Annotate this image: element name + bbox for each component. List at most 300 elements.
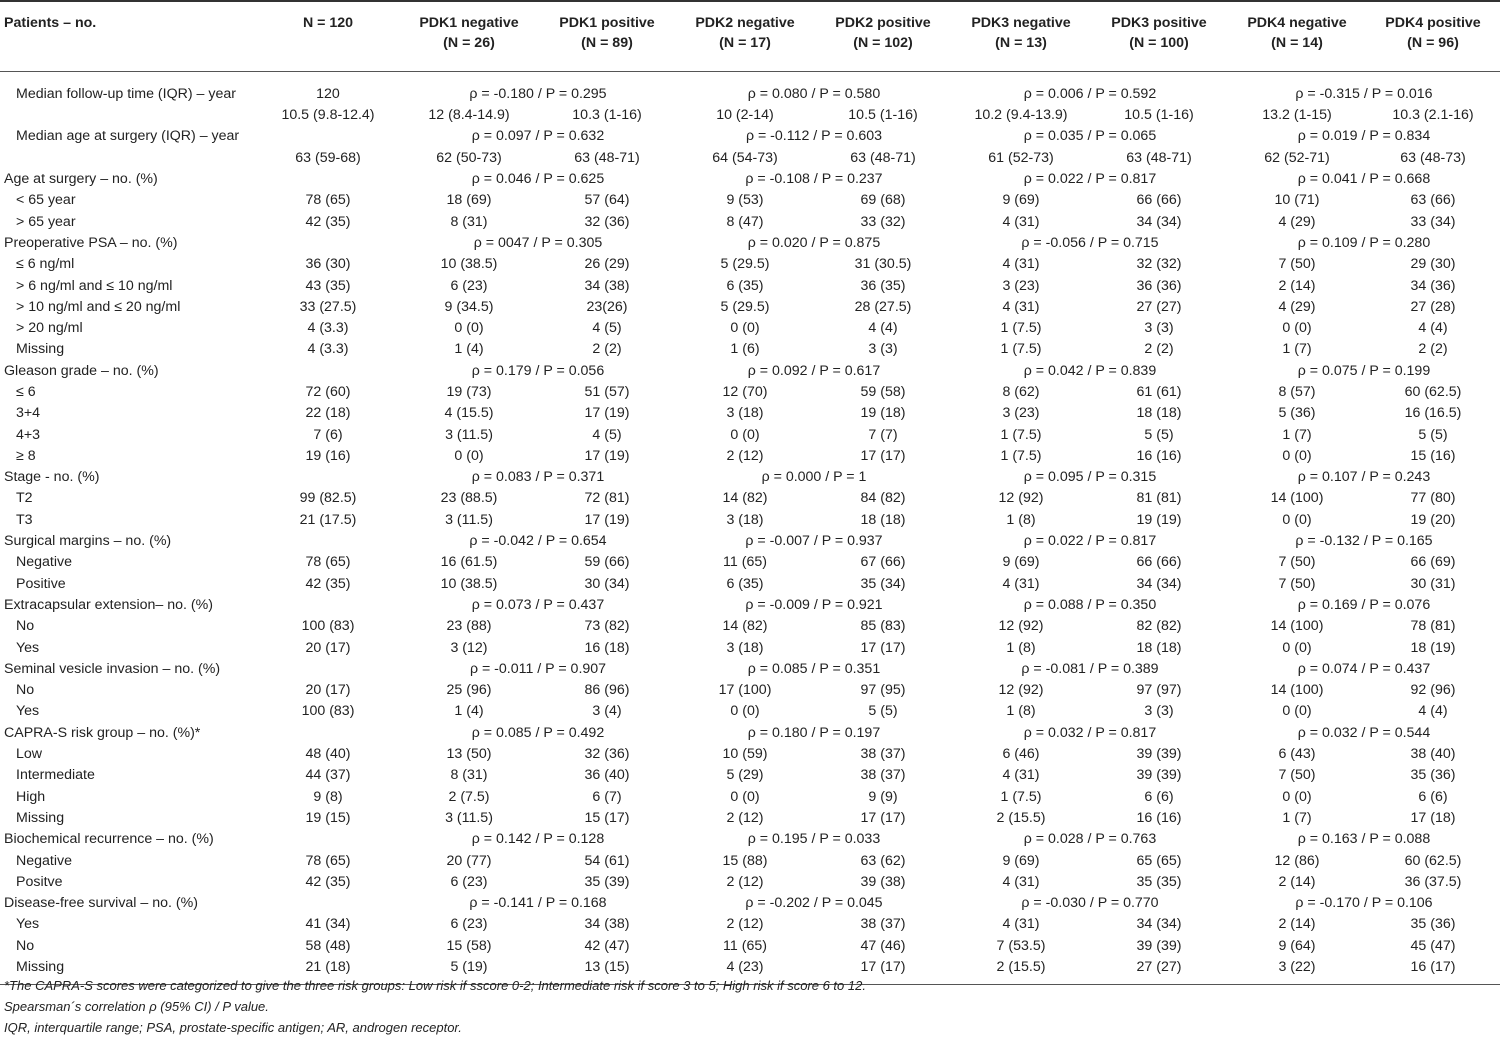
correlation-cell-pdk3: ρ = -0.081 / P = 0.389 — [1021, 660, 1159, 677]
category-label: Disease-free survival – no. (%) — [4, 895, 198, 912]
table-row — [0, 148, 1500, 169]
row-label: Missing — [0, 957, 256, 985]
value-cell: 62 (50-73) — [436, 149, 502, 166]
row-label: ≤ 6 — [16, 384, 36, 400]
value-cell: 10.3 (2.1-16) — [1392, 107, 1474, 124]
value-cell: 3 (11.5) — [445, 809, 493, 826]
correlation-cell-pdk1: ρ = 0.046 / P = 0.625 — [471, 171, 605, 188]
value-cell: 1 (7.5) — [1000, 341, 1042, 358]
correlation-cell-pdk1: ρ = 0.179 / P = 0.056 — [471, 362, 605, 379]
value-cell: 2 (2) — [1418, 341, 1448, 358]
value-cell: 14 (82) — [722, 618, 768, 635]
value-cell: 1 (4) — [454, 341, 484, 358]
value-cell: 9 (34.5) — [444, 298, 494, 315]
correlation-cell-pdk1: ρ = 0.083 / P = 0.371 — [471, 469, 605, 486]
value-cell: 63 (62) — [860, 852, 906, 869]
total-cell — [256, 531, 400, 552]
footnote-capra: *The CAPRA-S scores were categorized to give the three risk groups: Low risk if sscore 0-2; Intermediate risk if score 3 to 5; High risk if score 6 to 12. — [4, 978, 866, 993]
row-label: Positve — [16, 873, 63, 890]
value-cell: 35 (35) — [1136, 873, 1182, 890]
total-cell: 72 (60) — [305, 384, 351, 400]
table-row — [0, 339, 1500, 360]
correlation-cell-pdk1: ρ = -0.141 / P = 0.168 — [469, 895, 607, 912]
value-cell: 18 (18) — [1136, 639, 1182, 656]
category-row — [0, 361, 1500, 382]
table-body — [0, 72, 1500, 985]
value-cell: 14 (100) — [1270, 618, 1324, 635]
value-cell: 16 (18) — [584, 639, 630, 656]
row-label — [0, 148, 256, 169]
total-cell: 21 (17.5) — [299, 511, 357, 528]
value-cell: 2 (12) — [726, 447, 764, 464]
header-pdk1-positive — [538, 1, 676, 72]
value-cell: 2 (12) — [726, 809, 764, 826]
value-cell: 23(26) — [586, 298, 628, 315]
correlation-cell-pdk1: ρ = -0.011 / P = 0.907 — [469, 660, 607, 677]
value-cell: 38 (37) — [860, 916, 906, 933]
value-cell: 1 (4) — [454, 703, 484, 720]
value-cell: 3 (12) — [450, 639, 488, 656]
correlation-cell-pdk1: ρ = -0.042 / P = 0.654 — [469, 533, 607, 550]
value-cell: 34 (36) — [1410, 277, 1456, 294]
category-row — [0, 829, 1500, 850]
value-cell: 34 (34) — [1136, 916, 1182, 933]
correlation-cell-pdk1: ρ = -0.180 / P = 0.295 — [469, 86, 607, 102]
table-row — [0, 105, 1500, 126]
value-cell: 1 (7.5) — [1000, 426, 1042, 443]
value-cell: 63 (48-71) — [1126, 149, 1192, 166]
value-cell: 2 (2) — [592, 341, 622, 358]
value-cell: 39 (39) — [1136, 746, 1182, 763]
correlation-cell-pdk1: ρ = 0.085 / P = 0.492 — [471, 724, 605, 741]
value-cell: 17 (19) — [584, 447, 630, 464]
total-cell — [256, 233, 400, 254]
value-cell: 34 (38) — [584, 916, 630, 933]
value-cell: 10 (59) — [722, 746, 768, 763]
category-label: Extracapsular extension– no. (%) — [4, 596, 213, 613]
value-cell: 31 (30.5) — [854, 256, 912, 273]
value-cell: 1 (7.5) — [1000, 320, 1042, 337]
header-pdk3-negative — [952, 1, 1090, 72]
value-cell: 25 (96) — [446, 682, 492, 699]
value-cell: 18 (69) — [446, 192, 492, 209]
footnote-abbreviations: IQR, interquartile range; PSA, prostate-specific antigen; AR, androgen receptor. — [4, 1020, 462, 1035]
value-cell: 11 (65) — [723, 937, 767, 954]
value-cell: 65 (65) — [1136, 852, 1182, 869]
value-cell: 63 (66) — [1410, 192, 1456, 209]
correlation-cell-pdk2: ρ = 0.195 / P = 0.033 — [747, 831, 881, 848]
value-cell: 33 (32) — [860, 213, 906, 230]
value-cell: 36 (40) — [584, 767, 630, 784]
table-row — [0, 254, 1500, 275]
total-cell — [256, 829, 400, 850]
value-cell: 1 (8) — [1006, 639, 1036, 656]
header-line: PDK3 negative — [971, 15, 1071, 31]
header-line: (N = 17) — [719, 35, 771, 51]
table-row — [0, 914, 1500, 935]
value-cell: 66 (66) — [1136, 192, 1182, 209]
value-cell: 3 (11.5) — [445, 511, 493, 528]
value-cell: 5 (5) — [1418, 426, 1448, 443]
total-cell: 42 (35) — [305, 213, 351, 230]
value-cell: 8 (57) — [1278, 384, 1316, 400]
total-cell: 4 (3.3) — [307, 320, 349, 337]
value-cell: 15 (58) — [446, 937, 492, 954]
value-cell: 2 (12) — [726, 916, 764, 933]
value-cell: 3 (23) — [1002, 405, 1040, 422]
row-label: Yes — [16, 703, 40, 720]
value-cell: 19 (19) — [1136, 511, 1182, 528]
value-cell: 6 (46) — [1002, 746, 1040, 763]
value-cell: 8 (31) — [450, 767, 488, 784]
total-cell: 42 (35) — [305, 575, 351, 592]
table-row — [0, 701, 1500, 722]
value-cell: 5 (29) — [726, 767, 764, 784]
value-cell: 10.5 (1-16) — [1124, 107, 1194, 124]
table-row — [0, 574, 1500, 595]
table-row — [0, 488, 1500, 509]
value-cell: 23 (88.5) — [440, 490, 498, 507]
table-row — [0, 382, 1500, 403]
header-pdk4-negative — [1228, 1, 1366, 72]
value-cell: 34 (34) — [1136, 213, 1182, 230]
value-cell: 5 (5) — [1144, 426, 1174, 443]
value-cell: 6 (35) — [726, 277, 764, 294]
value-cell: 0 (0) — [1282, 511, 1312, 528]
value-cell: 10 (2-14) — [716, 107, 774, 124]
value-cell: 4 (15.5) — [444, 405, 494, 422]
value-cell: 1 (7.5) — [1000, 788, 1042, 805]
value-cell: 1 (7) — [1282, 426, 1312, 443]
row-label: ≤ 6 ng/ml — [16, 256, 75, 273]
header-line: (N = 100) — [1129, 35, 1189, 51]
value-cell: 45 (47) — [1410, 937, 1456, 954]
value-cell: 3 (18) — [726, 639, 764, 656]
row-label: > 65 year — [16, 213, 76, 230]
value-cell: 19 (73) — [446, 384, 492, 400]
category-row — [0, 893, 1500, 914]
value-cell: 38 (40) — [1410, 746, 1456, 763]
total-cell — [256, 126, 400, 147]
value-cell: 16 (16) — [1136, 809, 1182, 826]
value-cell: 17 (100) — [718, 682, 772, 699]
correlation-cell-pdk2: ρ = -0.007 / P = 0.937 — [745, 533, 883, 550]
value-cell: 35 (34) — [860, 575, 906, 592]
value-cell: 12 (86) — [1274, 852, 1320, 869]
value-cell: 4 (31) — [1002, 916, 1040, 933]
value-cell: 38 (37) — [860, 767, 906, 784]
table-row — [0, 765, 1500, 786]
value-cell: 19 (20) — [1410, 511, 1456, 528]
header-line: PDK2 positive — [835, 15, 931, 31]
correlation-cell-pdk2: ρ = 0.180 / P = 0.197 — [747, 724, 881, 741]
value-cell: 63 (48-73) — [1400, 149, 1466, 166]
value-cell: 12 (92) — [998, 682, 1044, 699]
correlation-cell-pdk2: ρ = 0.092 / P = 0.617 — [747, 362, 881, 379]
header-line: (N = 96) — [1407, 35, 1459, 51]
correlation-cell-pdk1: ρ = 0.073 / P = 0.437 — [471, 596, 605, 613]
value-cell: 7 (53.5) — [996, 937, 1046, 954]
category-row — [0, 233, 1500, 254]
total-cell — [256, 169, 400, 190]
category-label: Median age at surgery (IQR) – year — [16, 128, 240, 145]
value-cell: 60 (62.5) — [1404, 384, 1462, 400]
header-pdk1-negative — [400, 1, 538, 72]
value-cell: 3 (11.5) — [445, 426, 493, 443]
row-label: Low — [16, 746, 43, 763]
value-cell: 0 (0) — [454, 320, 484, 337]
value-cell: 3 (23) — [1002, 277, 1040, 294]
category-label: Stage - no. (%) — [4, 469, 100, 486]
total-cell: 20 (17) — [305, 682, 351, 699]
header-pdk3-positive — [1090, 1, 1228, 72]
row-label: Negative — [16, 852, 72, 869]
value-cell: 17 (17) — [860, 639, 906, 656]
value-cell: 2 (7.5) — [448, 788, 490, 805]
value-cell: 29 (30) — [1410, 256, 1456, 273]
value-cell: 10.5 (1-16) — [848, 107, 918, 124]
value-cell: 4 (5) — [592, 320, 622, 337]
total-cell: 33 (27.5) — [299, 298, 357, 315]
value-cell: 4 (31) — [1002, 873, 1040, 890]
header-line: PDK1 negative — [419, 15, 519, 31]
table-row — [0, 446, 1500, 467]
total-cell — [256, 659, 400, 680]
correlation-cell-pdk4: ρ = 0.163 / P = 0.088 — [1297, 831, 1431, 848]
total-cell: 100 (83) — [301, 703, 355, 720]
value-cell: 0 (0) — [454, 447, 484, 464]
header-line: (N = 26) — [443, 35, 495, 51]
correlation-cell-pdk4: ρ = 0.032 / P = 0.544 — [1297, 724, 1431, 741]
total-cell: 63 (59-68) — [295, 149, 361, 166]
correlation-cell-pdk4: ρ = -0.315 / P = 0.016 — [1295, 86, 1433, 102]
value-cell: 4 (23) — [676, 957, 814, 985]
value-cell: 32 (36) — [584, 746, 630, 763]
value-cell: 20 (77) — [446, 852, 492, 869]
value-cell: 1 (7.5) — [1000, 447, 1042, 464]
value-cell: 0 (0) — [730, 426, 760, 443]
value-cell: 1 (7) — [1282, 341, 1312, 358]
value-cell: 4 (5) — [592, 426, 622, 443]
table-row — [0, 211, 1500, 232]
value-cell: 13 (50) — [446, 746, 492, 763]
table-row — [0, 424, 1500, 445]
total-cell: 7 (6) — [313, 426, 343, 443]
value-cell: 6 (7) — [592, 788, 622, 805]
correlation-cell-pdk2: ρ = -0.112 / P = 0.603 — [745, 128, 883, 145]
correlation-cell-pdk3: ρ = 0.042 / P = 0.839 — [1023, 362, 1157, 379]
value-cell: 4 (31) — [1002, 767, 1040, 784]
value-cell: 59 (58) — [860, 384, 906, 400]
total-cell: 44 (37) — [305, 767, 351, 784]
value-cell: 42 (47) — [584, 937, 630, 954]
value-cell: 64 (54-73) — [712, 149, 778, 166]
value-cell: 81 (81) — [1136, 490, 1182, 507]
value-cell: 15 (17) — [584, 809, 630, 826]
value-cell: 1 (6) — [730, 341, 760, 358]
value-cell: 0 (0) — [1282, 447, 1312, 464]
table-row — [0, 190, 1500, 211]
header-line: (N = 13) — [995, 35, 1047, 51]
value-cell: 51 (57) — [584, 384, 630, 400]
value-cell: 0 (0) — [730, 788, 760, 805]
category-label: Surgical margins – no. (%) — [4, 533, 172, 550]
value-cell: 14 (100) — [1270, 682, 1324, 699]
value-cell: 2 (14) — [1278, 873, 1316, 890]
value-cell: 4 (31) — [1002, 575, 1040, 592]
table-row — [0, 680, 1500, 701]
value-cell: 4 (4) — [1418, 320, 1448, 337]
value-cell: 16 (17) — [1366, 957, 1500, 985]
correlation-cell-pdk2: ρ = -0.202 / P = 0.045 — [745, 895, 883, 912]
value-cell: 34 (38) — [584, 277, 630, 294]
category-row — [0, 72, 1500, 106]
category-row — [0, 659, 1500, 680]
value-cell: 2 (14) — [1278, 277, 1316, 294]
value-cell: 32 (32) — [1136, 256, 1182, 273]
value-cell: 15 (88) — [722, 852, 768, 869]
row-label: 3+4 — [16, 405, 41, 422]
value-cell: 7 (50) — [1278, 575, 1316, 592]
value-cell: 18 (19) — [1410, 639, 1456, 656]
value-cell: 2 (2) — [1144, 341, 1174, 358]
value-cell: 4 (4) — [1418, 703, 1448, 720]
correlation-cell-pdk4: ρ = 0.019 / P = 0.834 — [1297, 128, 1431, 145]
value-cell: 0 (0) — [1282, 320, 1312, 337]
value-cell: 84 (82) — [860, 490, 906, 507]
correlation-cell-pdk2: ρ = 0.080 / P = 0.580 — [747, 86, 881, 102]
correlation-cell-pdk4: ρ = 0.169 / P = 0.076 — [1297, 596, 1431, 613]
header-line: (N = 14) — [1271, 35, 1323, 51]
total-cell: 78 (65) — [305, 192, 351, 209]
value-cell: 18 (18) — [1136, 405, 1182, 422]
value-cell: 0 (0) — [730, 703, 760, 720]
table-row — [0, 552, 1500, 573]
category-row — [0, 723, 1500, 744]
table-row — [0, 510, 1500, 531]
total-cell: 99 (82.5) — [299, 490, 357, 507]
value-cell: 8 (62) — [1002, 384, 1040, 400]
row-label: High — [16, 788, 46, 805]
correlation-cell-pdk3: ρ = 0.095 / P = 0.315 — [1023, 469, 1157, 486]
value-cell: 61 (61) — [1136, 384, 1182, 400]
value-cell: 0 (0) — [730, 320, 760, 337]
value-cell: 63 (48-71) — [574, 149, 640, 166]
total-cell: 42 (35) — [305, 873, 351, 890]
row-label: Intermediate — [16, 767, 95, 784]
value-cell: 0 (0) — [1282, 788, 1312, 805]
value-cell: 2 (15.5) — [996, 809, 1046, 826]
correlation-cell-pdk1: ρ = 0047 / P = 0.305 — [473, 234, 603, 251]
value-cell: 16 (16.5) — [1404, 405, 1462, 422]
value-cell: 10.3 (1-16) — [572, 107, 642, 124]
value-cell: 16 (61.5) — [440, 554, 498, 571]
value-cell: 36 (36) — [1136, 277, 1182, 294]
header-line: PDK2 negative — [695, 15, 795, 31]
value-cell: 5 (36) — [1278, 405, 1316, 422]
table-row — [0, 616, 1500, 637]
header-pdk4-positive — [1366, 1, 1500, 72]
value-cell: 32 (36) — [584, 213, 630, 230]
table-row — [0, 808, 1500, 829]
value-cell: 3 (3) — [1144, 320, 1174, 337]
value-cell: 72 (81) — [584, 490, 630, 507]
total-cell: 100 (83) — [301, 618, 355, 635]
row-label: ≥ 8 — [16, 447, 36, 464]
category-label: Biochemical recurrence – no. (%) — [4, 831, 214, 848]
value-cell: 9 (53) — [726, 192, 764, 209]
value-cell: 4 (31) — [1002, 298, 1040, 315]
value-cell: 27 (27) — [1090, 957, 1228, 985]
value-cell: 6 (35) — [726, 575, 764, 592]
value-cell: 14 (100) — [1270, 490, 1324, 507]
value-cell: 5 (29.5) — [720, 298, 770, 315]
correlation-cell-pdk2: ρ = 0.020 / P = 0.875 — [747, 234, 881, 251]
table-row — [0, 297, 1500, 318]
value-cell: 7 (50) — [1278, 554, 1316, 571]
category-label: Seminal vesicle invasion – no. (%) — [4, 660, 221, 677]
correlation-cell-pdk3: ρ = 0.022 / P = 0.817 — [1023, 171, 1157, 188]
total-cell: 22 (18) — [305, 405, 351, 422]
value-cell: 36 (35) — [860, 277, 906, 294]
total-cell: 19 (15) — [305, 809, 351, 826]
table-row — [0, 318, 1500, 339]
value-cell: 10.2 (9.4-13.9) — [974, 107, 1068, 124]
row-label: Yes — [16, 916, 40, 933]
correlation-cell-pdk3: ρ = 0.035 / P = 0.065 — [1023, 128, 1157, 145]
value-cell: 7 (7) — [868, 426, 898, 443]
row-label: No — [16, 937, 35, 954]
correlation-cell-pdk2: ρ = -0.009 / P = 0.921 — [745, 596, 883, 613]
value-cell: 5 (19) — [400, 957, 538, 985]
table-row — [0, 744, 1500, 765]
total-cell: 48 (40) — [305, 746, 351, 763]
correlation-cell-pdk4: ρ = 0.041 / P = 0.668 — [1297, 171, 1431, 188]
value-cell: 78 (81) — [1410, 618, 1456, 635]
correlation-cell-pdk3: ρ = -0.056 / P = 0.715 — [1021, 234, 1159, 251]
value-cell: 4 (29) — [1278, 213, 1316, 230]
header-pdk2-positive — [814, 1, 952, 72]
value-cell: 2 (14) — [1278, 916, 1316, 933]
value-cell: 0 (0) — [1282, 703, 1312, 720]
table-row — [0, 850, 1500, 871]
total-cell: 4 (3.3) — [307, 341, 349, 358]
value-cell: 3 (18) — [726, 511, 764, 528]
value-cell: 85 (83) — [860, 618, 906, 635]
total-cell: 78 (65) — [305, 554, 351, 571]
category-row — [0, 169, 1500, 190]
header-total: N = 120 — [256, 1, 400, 72]
value-cell: 39 (39) — [1136, 767, 1182, 784]
category-label: Median follow-up time (IQR) – year — [16, 86, 236, 102]
value-cell: 39 (39) — [1136, 937, 1182, 954]
correlation-cell-pdk4: ρ = 0.074 / P = 0.437 — [1297, 660, 1431, 677]
row-label: No — [16, 618, 35, 635]
correlation-cell-pdk2: ρ = -0.108 / P = 0.237 — [745, 171, 883, 188]
value-cell: 54 (61) — [584, 852, 630, 869]
value-cell: 12 (8.4-14.9) — [428, 107, 510, 124]
value-cell: 38 (37) — [860, 746, 906, 763]
total-cell — [256, 467, 400, 488]
value-cell: 2 (12) — [726, 873, 764, 890]
value-cell: 9 (64) — [1278, 937, 1316, 954]
row-label: Yes — [16, 639, 40, 656]
value-cell: 6 (23) — [450, 277, 488, 294]
total-cell: 41 (34) — [305, 916, 351, 933]
total-cell: 20 (17) — [305, 639, 351, 656]
row-label: Positive — [16, 575, 66, 592]
value-cell: 15 (16) — [1410, 447, 1456, 464]
